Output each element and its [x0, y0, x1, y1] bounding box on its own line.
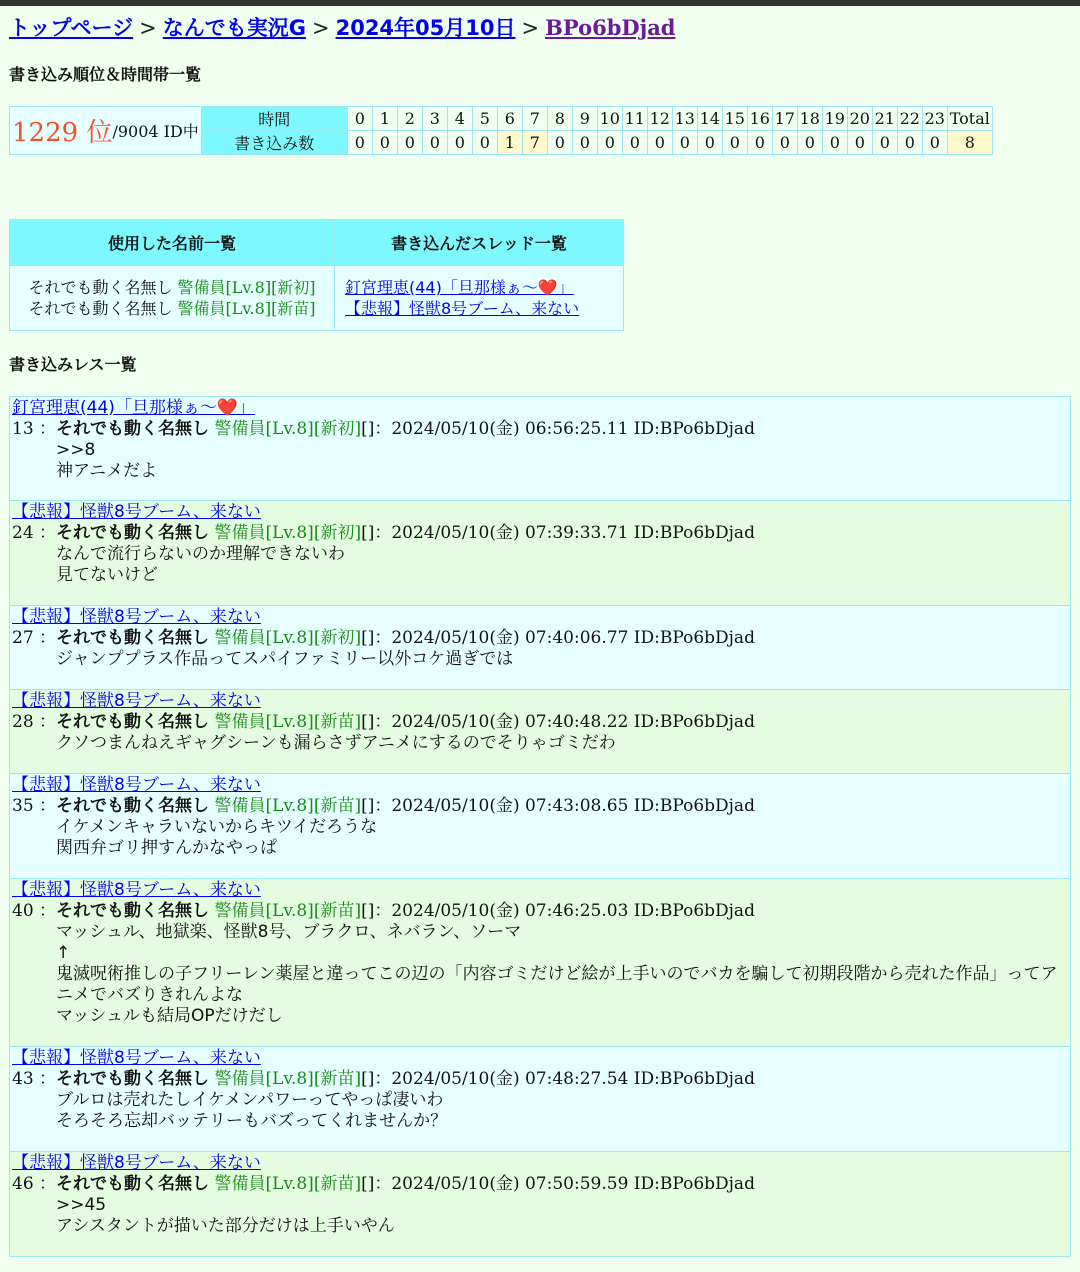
hour-count-cell: 0: [597, 131, 622, 155]
post-body: [12, 440, 1068, 482]
hour-count-cell: 0: [472, 131, 497, 155]
post-line: イケメンキャラいないからキツイだろうな: [56, 817, 378, 837]
hour-header-cell: 14: [697, 107, 722, 131]
hour-count-cell: 0: [647, 131, 672, 155]
post-thread-link[interactable]: 【悲報】怪獣8号ブーム、来ない: [12, 1048, 261, 1068]
name-tag: 警備員[Lv.8][新苗]: [177, 299, 316, 318]
ranking-section-title: 書き込み順位＆時間帯一覧: [9, 65, 202, 84]
hour-header-cell: 0: [347, 107, 372, 131]
post-meta: 35 ：それでも動く名無し 警備員[Lv.8][新苗][]：2024/05/10(金) 07:43:08.65 ID:BPo6bDjad: [12, 796, 755, 816]
post-line: 見てないけど: [56, 565, 158, 585]
post-line: ↑: [56, 943, 71, 963]
rank-cell: [10, 107, 202, 155]
hour-count-cell: 0: [672, 131, 697, 155]
ranking-table: [9, 106, 993, 155]
post-line: クソつまんねえギャグシーンも漏らさずアニメにするのでそりゃゴミだわ: [56, 733, 616, 753]
post-author-tag: 警備員[Lv.8][新苗]: [214, 712, 362, 732]
post-line: 神アニメだよ: [56, 461, 158, 481]
hour-header-cell: 16: [747, 107, 772, 131]
post-author-name: それでも動く名無し: [56, 712, 210, 732]
post-date-id: []：2024/05/10(金) 07:46:25.03 ID:BPo6bDjad: [361, 901, 755, 921]
hour-header-cell: 11: [622, 107, 647, 131]
hour-header-cell: 2: [397, 107, 422, 131]
post-line: マッシュル、地獄楽、怪獣8号、ブラクロ、ネバラン、ソーマ: [56, 922, 522, 942]
post-meta: 40 ：それでも動く名無し 警備員[Lv.8][新苗][]：2024/05/10(金) 07:46:25.03 ID:BPo6bDjad: [12, 901, 755, 921]
hour-count-cell: 1: [497, 131, 522, 155]
hour-count-cell: 0: [547, 131, 572, 155]
post-meta: 46 ：それでも動く名無し 警備員[Lv.8][新苗][]：2024/05/10(金) 07:50:59.59 ID:BPo6bDjad: [12, 1174, 755, 1194]
breadcrumb-separator: >: [139, 16, 157, 40]
count-label: 書き込み数: [201, 131, 347, 155]
thread-link[interactable]: 【悲報】怪獣8号ブーム、来ない: [345, 299, 580, 318]
post-line: 関西弁ゴリ押すんかなやっぱ: [56, 838, 277, 858]
post-date-id: []：2024/05/10(金) 07:40:06.77 ID:BPo6bDjad: [361, 628, 755, 648]
threads-list: [335, 266, 624, 331]
names-threads-table: [9, 219, 624, 331]
rank-value: 1229 位: [12, 118, 113, 148]
post-author-tag: 警備員[Lv.8][新苗]: [214, 796, 362, 816]
post-date-id: []：2024/05/10(金) 07:48:27.54 ID:BPo6bDjad: [361, 1069, 755, 1089]
post-line: ジャンププラス作品ってスパイファミリー以外コケ過ぎでは: [56, 649, 514, 669]
hour-count-cell: 7: [522, 131, 547, 155]
post-item: [9, 501, 1071, 606]
top-bar: [0, 0, 1080, 6]
post-thread-link[interactable]: 【悲報】怪獣8号ブーム、来ない: [12, 775, 261, 795]
hour-count-cell: 0: [822, 131, 847, 155]
hour-count-cell: 0: [397, 131, 422, 155]
hour-count-cell: 0: [872, 131, 897, 155]
hour-count-cell: 0: [347, 131, 372, 155]
name-text: それでも動く名無し: [28, 278, 173, 297]
post-line: >>8: [56, 440, 96, 460]
post-author-name: それでも動く名無し: [56, 1174, 210, 1194]
posts-list: [9, 396, 1071, 1257]
rank-total: /9004 ID中: [112, 122, 199, 141]
hour-count-cell: 0: [922, 131, 947, 155]
post-line: そろそろ忘却バッテリーもバズってくれませんか？: [56, 1111, 448, 1131]
name-entry: [11, 277, 333, 298]
hour-header-cell: Total: [947, 107, 992, 131]
post-date-id: []：2024/05/10(金) 07:50:59.59 ID:BPo6bDjad: [361, 1174, 755, 1194]
post-body: [12, 1195, 1068, 1237]
hour-count-cell: 0: [847, 131, 872, 155]
post-body: [12, 544, 1068, 586]
post-number: 43: [12, 1069, 34, 1089]
hour-count-cell: 0: [722, 131, 747, 155]
post-author-tag: 警備員[Lv.8][新初]: [214, 523, 362, 543]
hour-header-cell: 19: [822, 107, 847, 131]
posts-section-title: 書き込みレス一覧: [9, 355, 137, 374]
hour-header-cell: 21: [872, 107, 897, 131]
post-date-id: []：2024/05/10(金) 07:39:33.71 ID:BPo6bDjad: [361, 523, 755, 543]
post-author-tag: 警備員[Lv.8][新初]: [214, 628, 362, 648]
post-thread-link[interactable]: 【悲報】怪獣8号ブーム、来ない: [12, 1153, 261, 1173]
hour-header-cell: 13: [672, 107, 697, 131]
threads-header: 書き込んだスレッド一覧: [335, 220, 624, 266]
post-date-id: []：2024/05/10(金) 07:43:08.65 ID:BPo6bDjad: [361, 796, 755, 816]
post-body: [12, 1090, 1068, 1132]
post-author-tag: 警備員[Lv.8][新苗]: [214, 1069, 362, 1089]
post-meta: 24 ：それでも動く名無し 警備員[Lv.8][新初][]：2024/05/10(金) 07:39:33.71 ID:BPo6bDjad: [12, 523, 755, 543]
post-thread-link[interactable]: 【悲報】怪獣8号ブーム、来ない: [12, 502, 261, 522]
post-number: 46: [12, 1174, 34, 1194]
post-thread-link[interactable]: 【悲報】怪獣8号ブーム、来ない: [12, 880, 261, 900]
post-body: [12, 649, 1068, 670]
hour-count-cell: 0: [622, 131, 647, 155]
hour-header-cell: 18: [797, 107, 822, 131]
post-author-name: それでも動く名無し: [56, 523, 210, 543]
post-number: 35: [12, 796, 34, 816]
hour-count-cell: 0: [897, 131, 922, 155]
post-line: 鬼滅呪術推しの子フリーレン薬屋と違ってこの辺の「内容ゴミだけど絵が上手いのでバカを騙して初期段階から売れた作品」ってアニメでバズりきれんよな: [56, 964, 1058, 1005]
hour-header-cell: 12: [647, 107, 672, 131]
hour-header-cell: 5: [472, 107, 497, 131]
breadcrumb: [9, 12, 676, 42]
hour-header-cell: 9: [572, 107, 597, 131]
breadcrumb-id-link[interactable]: BPo6bDjad: [545, 15, 676, 40]
hour-header-cell: 23: [922, 107, 947, 131]
post-item: [9, 1152, 1071, 1257]
hour-header-cell: 10: [597, 107, 622, 131]
post-date-id: []：2024/05/10(金) 07:40:48.22 ID:BPo6bDjad: [361, 712, 755, 732]
post-item: [9, 690, 1071, 774]
hour-header-cell: 7: [522, 107, 547, 131]
post-number: 40: [12, 901, 34, 921]
names-header: 使用した名前一覧: [10, 220, 335, 266]
name-tag: 警備員[Lv.8][新初]: [177, 278, 316, 297]
hour-count-cell: 0: [447, 131, 472, 155]
post-line: ブルロは売れたしイケメンパワーってやっぱ凄いわ: [56, 1090, 444, 1110]
breadcrumb-top-link[interactable]: トップページ: [9, 16, 134, 40]
post-date-id: []：2024/05/10(金) 06:56:25.11 ID:BPo6bDjad: [361, 419, 755, 439]
post-number: 13: [12, 419, 34, 439]
post-line: アシスタントが描いた部分だけは上手いやん: [56, 1216, 395, 1236]
post-meta: 13 ：それでも動く名無し 警備員[Lv.8][新初][]：2024/05/10(金) 06:56:25.11 ID:BPo6bDjad: [12, 419, 755, 439]
post-line: >>45: [56, 1195, 107, 1215]
post-thread-link[interactable]: 【悲報】怪獣8号ブーム、来ない: [12, 607, 261, 627]
post-body: [12, 817, 1068, 859]
post-meta: 28 ：それでも動く名無し 警備員[Lv.8][新苗][]：2024/05/10(金) 07:40:48.22 ID:BPo6bDjad: [12, 712, 755, 732]
post-number: 28: [12, 712, 34, 732]
name-entry: [11, 298, 333, 319]
hour-header-cell: 20: [847, 107, 872, 131]
hour-count-cell: 0: [697, 131, 722, 155]
hour-header-cell: 4: [447, 107, 472, 131]
post-author-tag: 警備員[Lv.8][新苗]: [214, 901, 362, 921]
post-number: 27: [12, 628, 34, 648]
thread-link[interactable]: 釘宮理恵(44)「旦那様ぁ～❤️」: [345, 278, 574, 297]
hour-header-cell: 22: [897, 107, 922, 131]
post-author-name: それでも動く名無し: [56, 628, 210, 648]
hour-header-cell: 3: [422, 107, 447, 131]
post-author-tag: 警備員[Lv.8][新苗]: [214, 1174, 362, 1194]
post-item: [9, 879, 1071, 1047]
post-line: マッシュルも結局OPだけだし: [56, 1006, 283, 1026]
post-thread-link[interactable]: 釘宮理恵(44)「旦那様ぁ～❤️」: [12, 398, 256, 418]
post-author-name: それでも動く名無し: [56, 1069, 210, 1089]
post-author-name: それでも動く名無し: [56, 796, 210, 816]
post-item: [9, 606, 1071, 690]
hour-header-cell: 8: [547, 107, 572, 131]
hour-count-cell: 0: [572, 131, 597, 155]
hour-header-cell: 15: [722, 107, 747, 131]
hour-count-cell: 0: [772, 131, 797, 155]
hour-header-cell: 1: [372, 107, 397, 131]
name-text: それでも動く名無し: [28, 299, 173, 318]
breadcrumb-date-link[interactable]: 2024年05月10日: [335, 16, 516, 40]
post-author-name: それでも動く名無し: [56, 419, 210, 439]
post-item: [9, 774, 1071, 879]
hour-count-cell: 0: [422, 131, 447, 155]
post-number: 24: [12, 523, 34, 543]
post-thread-link[interactable]: 【悲報】怪獣8号ブーム、来ない: [12, 691, 261, 711]
breadcrumb-separator: >: [521, 16, 540, 40]
post-body: [12, 922, 1068, 1027]
post-item: [9, 1047, 1071, 1152]
hour-header-cell: 17: [772, 107, 797, 131]
post-meta: 43 ：それでも動く名無し 警備員[Lv.8][新苗][]：2024/05/10(金) 07:48:27.54 ID:BPo6bDjad: [12, 1069, 755, 1089]
hour-count-cell: 0: [372, 131, 397, 155]
hour-header-cell: 6: [497, 107, 522, 131]
post-body: [12, 733, 1068, 754]
post-line: なんで流行らないのか理解できないわ: [56, 544, 345, 564]
hour-count-cell: 8: [947, 131, 992, 155]
hour-count-cell: 0: [797, 131, 822, 155]
time-label: 時間: [201, 107, 347, 131]
post-item: [9, 396, 1071, 501]
post-author-tag: 警備員[Lv.8][新初]: [214, 419, 362, 439]
post-meta: 27 ：それでも動く名無し 警備員[Lv.8][新初][]：2024/05/10(金) 07:40:06.77 ID:BPo6bDjad: [12, 628, 755, 648]
post-author-name: それでも動く名無し: [56, 901, 210, 921]
hour-count-cell: 0: [747, 131, 772, 155]
breadcrumb-separator: >: [311, 16, 330, 40]
breadcrumb-board-link[interactable]: なんでも実況G: [162, 16, 306, 40]
names-list: [10, 266, 335, 331]
